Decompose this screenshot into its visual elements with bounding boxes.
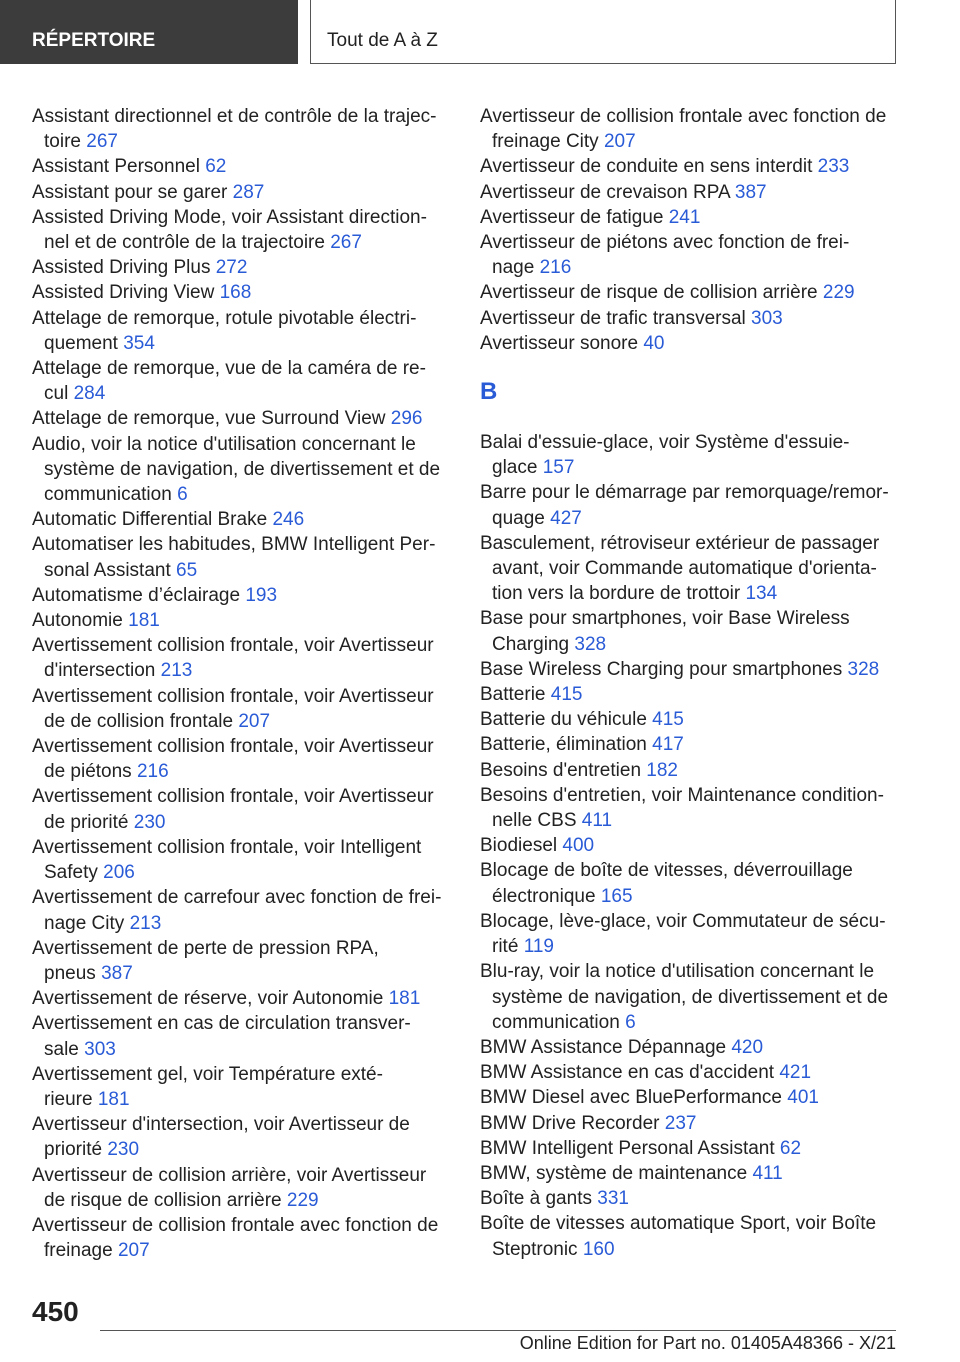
index-entry <box>32 608 444 633</box>
entry-term: Audio, voir la notice d'utilisation concernant le <box>32 433 416 455</box>
entry-term: Automatiser les habitudes, BMW Intelligent Per- <box>32 534 436 556</box>
index-entry <box>480 707 892 732</box>
page-reference-link[interactable]: 303 <box>751 307 783 329</box>
entry-term: Avertissement gel, voir Température exté- <box>32 1063 383 1085</box>
entry-term: Batterie <box>480 684 546 706</box>
index-entry <box>480 783 892 833</box>
entry-term-continued: sonal Assistant <box>44 559 171 581</box>
entry-term: Assisted Driving Mode, voir Assistant direction- <box>32 206 427 228</box>
entry-term-continued: quage <box>492 507 545 529</box>
page-reference-link[interactable]: 229 <box>822 282 855 304</box>
entry-term: Avertissement collision frontale, voir Avertisseur <box>32 786 434 808</box>
page-reference-link[interactable]: 165 <box>600 885 633 907</box>
entry-term-continued: nelle CBS <box>492 810 577 832</box>
page-reference-link[interactable]: 284 <box>73 383 106 405</box>
entry-term-continued: de de collision frontale <box>44 710 234 732</box>
index-entry <box>480 430 892 480</box>
index-entry <box>32 784 444 834</box>
index-entry <box>32 633 444 683</box>
page-reference-link[interactable]: 181 <box>388 988 421 1010</box>
entry-term: BMW Assistance Dépannage <box>480 1036 727 1058</box>
index-entry <box>32 1011 444 1061</box>
index-entry <box>480 959 892 1035</box>
page-reference-link[interactable]: 181 <box>97 1088 130 1110</box>
page-reference-link[interactable]: 401 <box>787 1087 819 1109</box>
entry-term-continued: pneus <box>44 962 96 984</box>
page-reference-link[interactable]: 233 <box>817 156 850 178</box>
entry-term: Blocage de boîte de vitesses, déverrouillage <box>480 860 853 882</box>
index-entry <box>480 1186 892 1211</box>
entry-term: Barre pour le démarrage par remorquage/remor- <box>480 482 889 504</box>
entry-term: Attelage de remorque, rotule pivotable électri- <box>32 307 417 329</box>
entry-term: Avertissement de perte de pression RPA, <box>32 937 379 959</box>
page-reference-link[interactable]: 207 <box>117 1240 150 1262</box>
entry-term: Blu-ray, voir la notice d'utilisation concernant le <box>480 961 875 983</box>
page-reference-link[interactable]: 182 <box>646 759 678 781</box>
index-entry <box>480 480 892 530</box>
page-reference-link[interactable]: 415 <box>652 709 684 731</box>
index-entry <box>480 758 892 783</box>
page-reference-link[interactable]: 207 <box>238 710 271 732</box>
entry-term-continued: rité <box>492 936 519 958</box>
entry-term: Avertisseur de fatigue <box>480 206 664 228</box>
index-column-left <box>32 104 444 1263</box>
entry-term: Assistant pour se garer <box>32 181 228 203</box>
entry-term: Avertisseur d'intersection, voir Avertisseur de <box>32 1114 410 1136</box>
index-entry <box>480 205 892 230</box>
entry-term: Avertissement de carrefour avec fonction de frei- <box>32 887 442 909</box>
index-entry <box>32 104 444 154</box>
entry-term-continued: électronique <box>492 885 596 907</box>
index-entry <box>480 306 892 331</box>
entry-term-continued: nage City <box>44 912 125 934</box>
index-entry <box>32 532 444 582</box>
index-entry <box>480 1136 892 1161</box>
entry-term-continued: tion vers la bordure de trottoir <box>492 583 741 605</box>
entry-term-continued: glace <box>492 457 538 479</box>
entry-term-continued: de piétons <box>44 761 132 783</box>
index-entry <box>480 1060 892 1085</box>
entry-term: Avertissement collision frontale, voir Avertisseur <box>32 685 434 707</box>
entry-term: Avertisseur de collision frontale avec fonction de <box>32 1214 439 1236</box>
entry-term-continued: sale <box>44 1038 79 1060</box>
footer-edition-text: Online Edition for Part no. 01405A48366 - X/21 <box>519 1333 896 1353</box>
entry-term: Avertissement collision frontale, voir Avertisseur <box>32 635 434 657</box>
entry-term: Basculement, rétroviseur extérieur de passager <box>480 532 880 554</box>
page-reference-link[interactable]: 400 <box>562 835 595 857</box>
entry-term: Avertisseur de risque de collision arrière <box>480 282 818 304</box>
index-entry <box>480 682 892 707</box>
index-entry <box>480 833 892 858</box>
index-entry <box>32 734 444 784</box>
index-entry <box>480 858 892 908</box>
entry-term-continued: communication <box>44 484 172 506</box>
entry-term-continued: nel et de contrôle de la trajectoire <box>44 232 325 254</box>
index-entry <box>32 255 444 280</box>
index-entry <box>480 230 892 280</box>
entry-term: Base pour smartphones, voir Base Wireless <box>480 608 850 630</box>
index-entry <box>32 406 444 431</box>
page-reference-link[interactable]: 216 <box>539 257 572 279</box>
entry-term: Assistant Personnel <box>32 156 200 178</box>
page-reference-link[interactable]: 296 <box>390 408 423 430</box>
index-entry <box>32 1062 444 1112</box>
index-entry <box>480 1111 892 1136</box>
entry-term-continued: de priorité <box>44 811 129 833</box>
index-entry <box>32 885 444 935</box>
entry-term-continued: d'intersection <box>44 660 156 682</box>
index-entry <box>32 356 444 406</box>
entry-term: Avertisseur de crevaison RPA <box>480 181 730 203</box>
page-reference-link[interactable]: 303 <box>84 1038 116 1060</box>
index-entry <box>480 154 892 179</box>
entry-term: Boîte à gants <box>480 1188 592 1210</box>
page-reference-link[interactable]: 331 <box>597 1188 629 1210</box>
entry-term: Avertisseur de collision arrière, voir Avertisseur <box>32 1164 427 1186</box>
page-number: 450 <box>32 1296 79 1327</box>
entry-term: Besoins d'entretien <box>480 759 642 781</box>
page-reference-link[interactable]: 229 <box>286 1189 319 1211</box>
page-reference-link[interactable]: 246 <box>272 509 305 531</box>
index-entry <box>480 531 892 607</box>
page-reference-link[interactable]: 267 <box>86 131 118 153</box>
page-reference-link[interactable]: 387 <box>734 181 767 203</box>
entry-term-continued: système de navigation, de divertissement et de <box>44 458 441 480</box>
page-reference-link[interactable]: 241 <box>668 206 701 228</box>
page-reference-link[interactable]: 328 <box>847 658 880 680</box>
entry-term-continued: avant, voir Commande automatique d'orienta- <box>492 558 877 580</box>
subsection-tab[interactable]: Tout de A à Z <box>310 0 896 64</box>
entry-term: Blocage, lève-glace, voir Commutateur de sécu- <box>480 910 886 932</box>
index-entry <box>480 657 892 682</box>
page-reference-link[interactable]: 237 <box>664 1112 697 1134</box>
entry-term: Besoins d'entretien, voir Maintenance condition- <box>480 784 884 806</box>
index-entry <box>32 835 444 885</box>
entry-term: Attelage de remorque, vue Surround View <box>32 408 386 430</box>
entry-term-continued: cul <box>44 383 69 405</box>
page-reference-link[interactable]: 411 <box>752 1162 783 1184</box>
entry-term: Avertisseur de trafic transversal <box>480 307 746 329</box>
index-entry <box>32 1163 444 1213</box>
index-entry <box>480 1035 892 1060</box>
entry-term: Batterie, élimination <box>480 734 647 756</box>
index-entry <box>32 583 444 608</box>
page-reference-link[interactable]: 387 <box>101 962 133 984</box>
page-reference-link[interactable]: 65 <box>176 559 198 581</box>
index-entry <box>32 154 444 179</box>
entry-term-continued: rieure <box>44 1088 93 1110</box>
page-reference-link[interactable]: 287 <box>232 181 265 203</box>
entry-term-continued: Steptronic <box>492 1238 578 1260</box>
letter-heading: B <box>480 378 498 406</box>
entry-term: BMW Assistance en cas d'accident <box>480 1062 775 1084</box>
entry-term-continued: système de navigation, de divertissement et de <box>492 986 889 1008</box>
page-reference-link[interactable]: 6 <box>625 1011 636 1033</box>
page-reference-link[interactable]: 134 <box>745 583 778 605</box>
index-entry <box>32 205 444 255</box>
page-reference-link[interactable]: 354 <box>123 332 155 354</box>
section-tab[interactable]: RÉPERTOIRE <box>0 0 298 64</box>
entry-term: Biodiesel <box>480 835 558 857</box>
page-reference-link[interactable]: 6 <box>177 484 188 506</box>
entry-term-continued: toire <box>44 131 81 153</box>
entry-term-continued: Safety <box>44 862 98 884</box>
index-entry <box>480 1085 892 1110</box>
page-reference-link[interactable]: 40 <box>643 332 665 354</box>
index-entry <box>32 1112 444 1162</box>
entry-term: Automatisme d’éclairage <box>32 584 241 606</box>
entry-term-continued: freinage City <box>492 131 599 153</box>
entry-term: Assistant directionnel et de contrôle de la trajec- <box>32 106 437 127</box>
index-entry <box>480 180 892 205</box>
entry-term: Assisted Driving View <box>32 282 215 304</box>
entry-term: Attelage de remorque, vue de la caméra de re- <box>32 358 426 380</box>
page-reference-link[interactable]: 427 <box>550 507 582 529</box>
page-reference-link[interactable]: 168 <box>219 282 252 304</box>
index-entry <box>480 909 892 959</box>
entry-term-continued: nage <box>492 257 535 279</box>
entry-term: Batterie du véhicule <box>480 709 647 731</box>
entry-term: Autonomie <box>32 610 123 632</box>
index-entry <box>32 684 444 734</box>
page-reference-link[interactable]: 328 <box>574 633 607 655</box>
index-entry <box>32 507 444 532</box>
page-reference-link[interactable]: 216 <box>136 761 169 783</box>
index-entry <box>480 1161 892 1186</box>
index-entry <box>480 732 892 757</box>
page-reference-link[interactable]: 415 <box>550 684 583 706</box>
entry-term: BMW, système de maintenance <box>480 1162 748 1184</box>
page-reference-link[interactable]: 157 <box>542 457 575 479</box>
entry-term-continued: freinage <box>44 1240 113 1262</box>
entry-term-continued: priorité <box>44 1139 103 1161</box>
entry-term-continued: quement <box>44 332 118 354</box>
entry-term: Assisted Driving Plus <box>32 257 211 279</box>
index-entry <box>480 104 892 154</box>
page-reference-link[interactable]: 213 <box>129 912 162 934</box>
index-entry <box>480 606 892 656</box>
page-reference-link[interactable]: 230 <box>107 1139 140 1161</box>
index-entry <box>480 331 892 356</box>
entry-term-continued: de risque de collision arrière <box>44 1189 282 1211</box>
page-reference-link[interactable]: 119 <box>523 936 554 958</box>
entry-term: Balai d'essuie-glace, voir Système d'essuie- <box>480 432 850 454</box>
index-entry <box>480 1211 892 1261</box>
page-reference-link[interactable]: 421 <box>779 1062 812 1084</box>
index-entry <box>480 280 892 305</box>
page-reference-link[interactable]: 207 <box>603 131 636 153</box>
page-header <box>0 0 960 66</box>
page-reference-link[interactable]: 272 <box>215 257 248 279</box>
entry-term: BMW Drive Recorder <box>480 1112 660 1134</box>
page-reference-link[interactable]: 160 <box>582 1238 615 1260</box>
index-entry <box>32 180 444 205</box>
entry-term: Avertisseur de conduite en sens interdit <box>480 156 813 178</box>
entry-term: Base Wireless Charging pour smartphones <box>480 658 843 680</box>
page-reference-link[interactable]: 62 <box>205 156 227 178</box>
entry-term: BMW Intelligent Personal Assistant <box>480 1137 775 1159</box>
entry-term: Avertissement de réserve, voir Autonomie <box>32 988 384 1010</box>
index-column-right <box>480 104 892 1262</box>
entry-term-continued: communication <box>492 1011 620 1033</box>
page-reference-link[interactable]: 420 <box>731 1036 764 1058</box>
index-entry <box>32 986 444 1011</box>
page-reference-link[interactable]: 213 <box>160 660 193 682</box>
page-reference-link[interactable]: 417 <box>652 734 684 756</box>
footer-divider <box>100 1330 896 1331</box>
index-entry <box>32 936 444 986</box>
entry-term: Boîte de vitesses automatique Sport, voir Boîte <box>480 1213 877 1235</box>
page-reference-link[interactable]: 62 <box>779 1137 802 1159</box>
entry-term: Avertissement collision frontale, voir Intelligent <box>32 836 422 858</box>
entry-term: Avertisseur sonore <box>480 332 639 354</box>
page-reference-link[interactable]: 267 <box>330 232 362 254</box>
entry-term: Avertisseur de collision frontale avec fonction de <box>480 106 887 127</box>
entry-term: Automatic Differential Brake <box>32 509 268 531</box>
page-reference-link[interactable]: 193 <box>245 584 278 606</box>
page-reference-link[interactable]: 230 <box>133 811 166 833</box>
entry-term: BMW Diesel avec BluePerformance <box>480 1087 782 1109</box>
index-entry <box>32 1213 444 1263</box>
entry-term: Avertissement collision frontale, voir Avertisseur <box>32 736 434 758</box>
page-reference-link[interactable]: 411 <box>581 810 613 832</box>
entry-term-continued: Charging <box>492 633 570 655</box>
index-entry <box>32 280 444 305</box>
index-entry <box>32 432 444 508</box>
entry-term: Avertisseur de piétons avec fonction de frei- <box>480 232 850 254</box>
page-reference-link[interactable]: 206 <box>103 862 135 884</box>
entry-term: Avertissement en cas de circulation transver- <box>32 1013 411 1035</box>
index-entry <box>32 306 444 356</box>
page-reference-link[interactable]: 181 <box>128 610 160 632</box>
